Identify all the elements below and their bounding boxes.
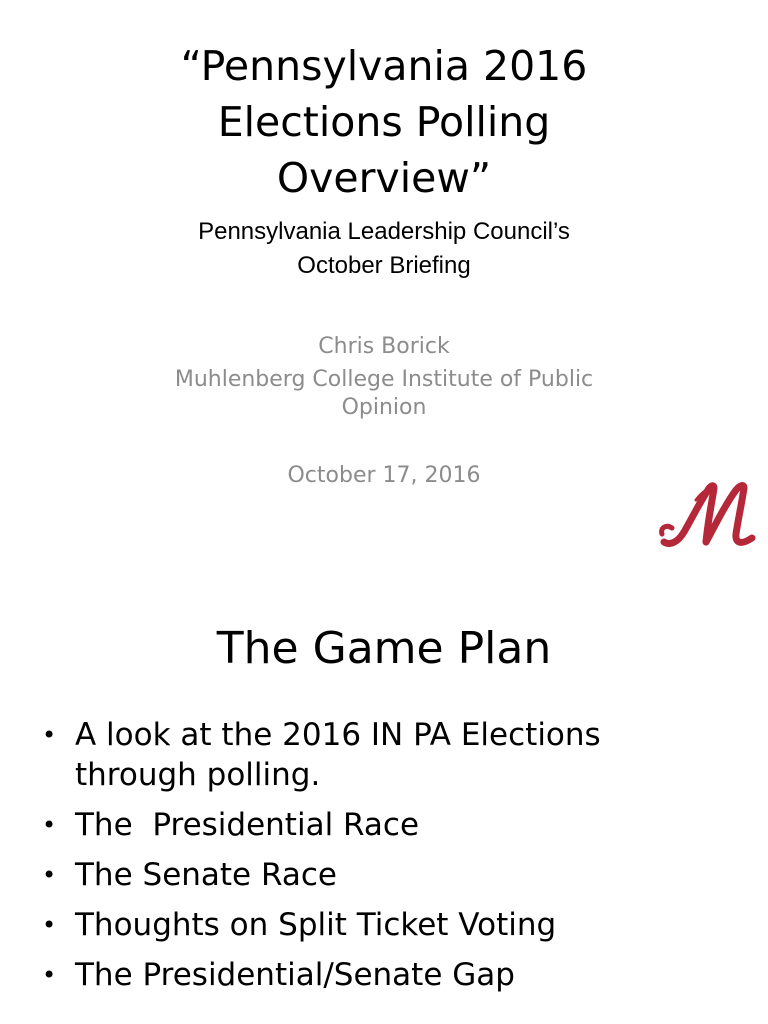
subtitle-line-1: Pennsylvania Leadership Council’s	[198, 218, 570, 245]
bullet-marker: •	[42, 961, 57, 989]
author-affiliation	[60, 366, 708, 422]
affiliation-line-2: Opinion	[341, 395, 427, 420]
bullet-item	[40, 805, 740, 845]
slide-title: The Game Plan	[216, 623, 552, 674]
title-line-2: Elections Polling	[217, 98, 551, 146]
affiliation-line-1: Muhlenberg College Institute of Public	[174, 367, 594, 392]
bullet-text-line: Thoughts on Split Ticket Voting	[75, 907, 557, 943]
author-name: Chris Borick	[318, 334, 450, 359]
bullet-marker: •	[42, 911, 57, 939]
bullet-text-line: A look at the 2016 IN PA Elections	[75, 717, 601, 753]
bullet-list	[40, 715, 740, 1005]
muhlenberg-logo	[656, 472, 756, 560]
bullet-item	[40, 955, 740, 995]
slide-subtitle	[60, 215, 708, 283]
slide-title	[60, 38, 708, 206]
title-line-1: “Pennsylvania 2016	[180, 42, 588, 90]
agenda-slide	[0, 590, 768, 1024]
bullet-text-line: The Senate Race	[75, 857, 337, 893]
bullet-item	[40, 905, 740, 945]
bullet-text-line: through polling.	[75, 757, 321, 793]
bullet-item	[40, 855, 740, 895]
presentation-date: October 17, 2016	[287, 463, 481, 488]
bullet-marker: •	[42, 861, 57, 889]
bullet-item	[40, 715, 740, 795]
title-line-3: Overview”	[276, 154, 492, 202]
bullet-text-line: The Presidential Race	[75, 807, 420, 843]
bullet-marker: •	[42, 721, 57, 749]
bullet-marker: •	[42, 811, 57, 839]
subtitle-line-2: October Briefing	[297, 252, 471, 279]
bullet-text-line: The Presidential/Senate Gap	[75, 957, 515, 993]
